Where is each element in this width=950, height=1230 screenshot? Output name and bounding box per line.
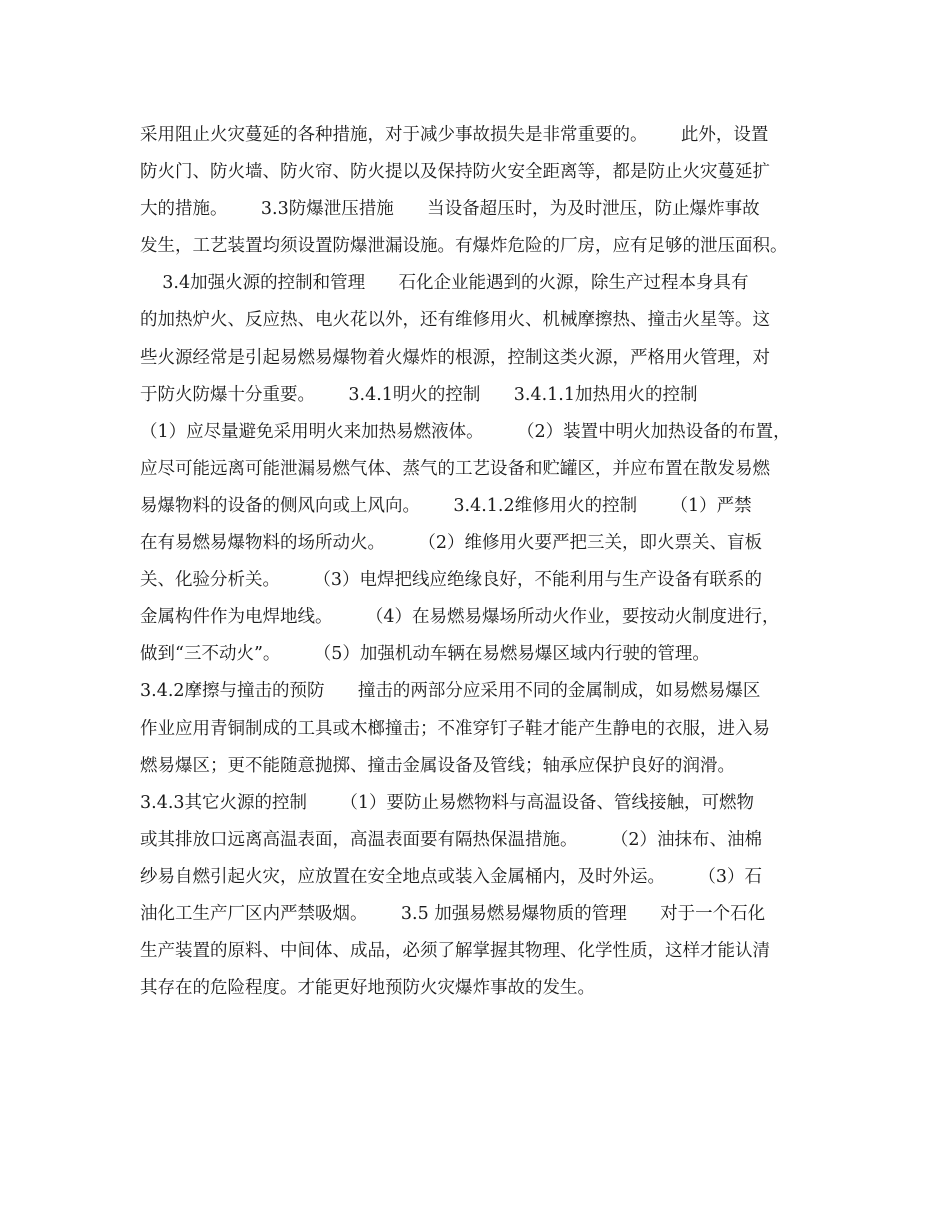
text-line: 采用阻止火灾蔓延的各种措施，对于减少事故损失是非常重要的。 此外，设置 <box>140 125 769 145</box>
text-line: 油化工生产厂区内严禁吸烟。 3.5 加强易燃易爆物质的管理 对于一个石化 <box>140 903 766 924</box>
text-line: 3.4加强火源的控制和管理 石化企业能遇到的火源，除生产过程本身具有 <box>140 273 749 294</box>
text-line: 生产装置的原料、中间体、成品，必须了解掌握其物理、化学性质，这样才能认清 <box>140 941 770 962</box>
text-line: 3.4.2摩擦与撞击的预防 撞击的两部分应采用不同的金属制成，如易燃易爆区 <box>140 681 761 702</box>
text-line: （1）应尽量避免采用明火来加热易燃液体。 （2）装置中明火加热设备的布置， <box>140 421 791 442</box>
text-line: 作业应用青铜制成的工具或木榔撞击；不准穿钉子鞋才能产生静电的衣服，进入易 <box>140 718 770 739</box>
text-line: 其存在的危险程度。才能更好地预防火灾爆炸事故的发生。 <box>140 978 595 999</box>
text-line: 金属构件作为电焊地线。 （4）在易燃易爆场所动火作业，要按动火制度进行， <box>140 607 780 628</box>
text-line: 易爆物料的设备的侧风向或上风向。 3.4.1.2维修用火的控制 （1）严禁 <box>140 495 752 516</box>
text-line: 做到“三不动火”。 （5）加强机动车辆在易燃易爆区域内行驶的管理。 <box>140 644 710 665</box>
text-line: 发生，工艺装置均须设置防爆泄漏设施。有爆炸危险的厂房，应有足够的泄压面积。 <box>140 236 788 257</box>
text-line: 防火门、防火墙、防火帘、防火提以及保持防火安全距离等，都是防止火灾蔓延扩 <box>140 162 770 183</box>
text-line: 关、化验分析关。 （3）电焊把线应绝缘良好，不能利用与生产设备有联系的 <box>140 570 763 591</box>
text-line: 大的措施。 3.3防爆泄压措施 当设备超压时，为及时泄压，防止爆炸事故 <box>140 199 760 220</box>
text-line: 应尽可能远离可能泄漏易燃气体、蒸气的工艺设备和贮罐区，并应布置在散发易燃 <box>140 458 770 479</box>
text-line: 燃易爆区；更不能随意抛掷、撞击金属设备及管线；轴承应保护良好的润滑。 <box>140 755 735 776</box>
text-line: 在有易燃易爆物料的场所动火。 （2）维修用火要严把三关，即火票关、盲板 <box>140 533 763 554</box>
text-line: 纱易自燃引起火灾，应放置在安全地点或装入金属桶内，及时外运。 （3）石 <box>140 866 763 887</box>
text-line: 于防火防爆十分重要。 3.4.1明火的控制 3.4.1.1加热用火的控制 <box>140 384 698 405</box>
text-line: 或其排放口远离高温表面，高温表面要有隔热保温措施。 （2）油抹布、油棉 <box>140 829 763 850</box>
text-line: 些火源经常是引起易燃易爆物着火爆炸的根源，控制这类火源，严格用火管理，对 <box>140 347 770 368</box>
text-line: 3.4.3其它火源的控制 （1）要防止易燃物料与高温设备、管线接触，可燃物 <box>140 792 755 813</box>
body-text <box>140 117 830 1007</box>
text-line: 的加热炉火、反应热、电火花以外，还有维修用火、机械摩擦热、撞击火星等。这 <box>140 310 770 331</box>
